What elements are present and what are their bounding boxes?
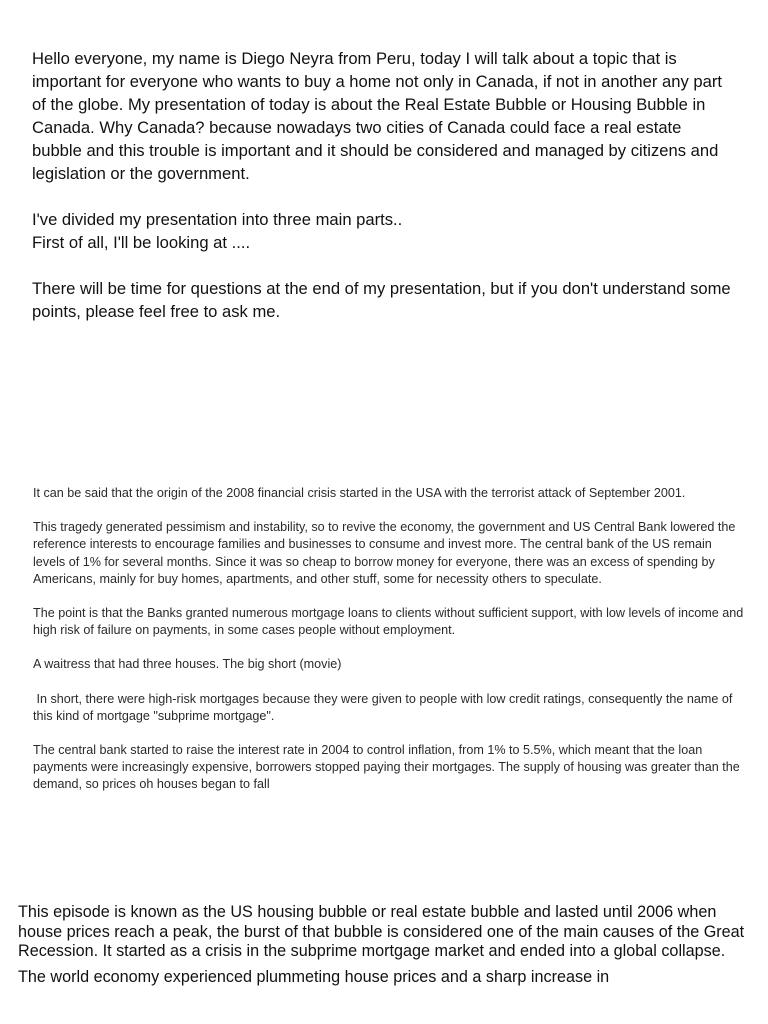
intro-paragraph-2-line-1: I've divided my presentation into three main parts.. — [32, 210, 403, 229]
body-paragraph-1: It can be said that the origin of the 2008 financial crisis started in the USA with the terrorist attack of September 2001. — [33, 486, 686, 500]
paragraph-spacer — [32, 185, 732, 208]
closing-paragraph-2: The world economy experienced plummeting house prices and a sharp increase in — [18, 967, 610, 986]
paragraph-spacer — [32, 254, 732, 277]
paragraph-spacer — [33, 502, 745, 519]
body-paragraph-3: The point is that the Banks granted numerous mortgage loans to clients without sufficient support, with low levels of income and high risk of failure on payments, in some cases people without employment. — [33, 606, 747, 638]
body-paragraph-2: This tragedy generated pessimism and instability, so to revive the economy, the government and US Central Bank lowered the reference interests to encourage families and businesses to consume and invest more. The central bank of the US remain levels of 1% for several months. Since it was so cheap to borrow money for everyone, there was an excess of spending by Americans, mainly for buy homes, apartments, and other stuff, some for necessity others to speculate. — [33, 520, 739, 586]
paragraph-spacer — [33, 588, 745, 605]
body-paragraph-5: In short, there were high-risk mortgages because they were given to people with low credit ratings, consequently the name of this kind of mortgage "subprime mortgage". — [33, 691, 736, 723]
paragraph-spacer — [33, 639, 745, 656]
intro-paragraph-3: There will be time for questions at the end of my presentation, but if you don't understand some points, please feel free to ask me. — [32, 279, 736, 321]
body-section — [33, 485, 745, 794]
closing-section — [18, 903, 760, 987]
closing-paragraph-1: This episode is known as the US housing bubble or real estate bubble and lasted until 2006 when house prices reach a peak, the burst of that bubble is considered one of the main causes of the Great Recession. It started as a crisis in the subprime mortgage market and ended into a global collapse. — [18, 903, 749, 961]
intro-paragraph-1: Hello everyone, my name is Diego Neyra from Peru, today I will talk about a topic that is important for everyone who wants to buy a home not only in Canada, if not in another any part of the globe. My presentation of today is about the Real Estate Bubble or Housing Bubble in Canada. Why Canada? because nowadays two cities of Canada could face a real estate bubble and this trouble is important and it should be considered and managed by citizens and legislation or the government. — [32, 49, 727, 183]
paragraph-spacer — [33, 674, 745, 691]
body-paragraph-6: The central bank started to raise the interest rate in 2004 to control inflation, from 1% to 5.5%, which meant that the loan payments were increasingly expensive, borrowers stopped paying their mortgages. The supply of housing was greater than the demand, so prices oh houses began to fall — [33, 743, 744, 792]
intro-paragraph-2-line-2: First of all, I'll be looking at .... — [32, 233, 251, 252]
intro-section — [32, 47, 736, 323]
body-paragraph-4: A waitress that had three houses. The big short (movie) — [33, 657, 342, 672]
paragraph-spacer — [33, 725, 745, 742]
